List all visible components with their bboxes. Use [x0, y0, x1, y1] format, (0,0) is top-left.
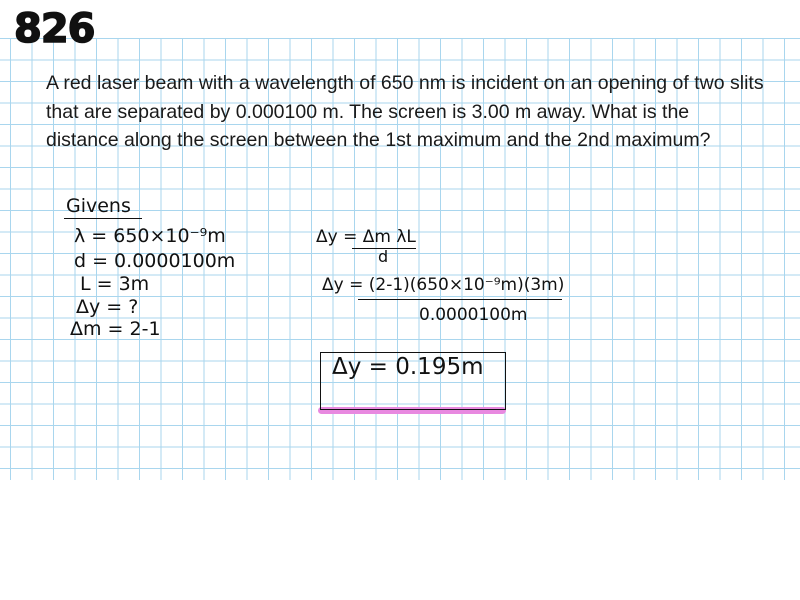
givens-underline — [64, 218, 142, 219]
given-unknown: Δy = ? — [76, 296, 139, 318]
given-slit-separation: d = 0.0000100m — [74, 250, 236, 272]
given-wavelength: λ = 650×10⁻⁹m — [74, 225, 226, 247]
problem-number: 826 — [14, 6, 95, 52]
substitution-fraction-bar — [358, 299, 562, 300]
substitution-numerator: Δy = (2-1)(650×10⁻⁹m)(3m) — [322, 275, 565, 295]
formula-denominator: d — [378, 247, 389, 266]
given-screen-distance: L = 3m — [80, 273, 150, 295]
substitution-denominator: 0.0000100m — [419, 305, 528, 325]
formula-numerator: Δy = Δm λL — [316, 227, 416, 247]
final-answer: Δy = 0.195m — [332, 354, 484, 380]
question-text: A red laser beam with a wavelength of 650 nm is incident on an opening of two slits that are separated by 0.000100 m. The screen is 3.00 m away. What is the distance along the screen between the 1st maximum and the 2nd maximum? — [46, 72, 764, 151]
given-order-difference: Δm = 2-1 — [70, 318, 161, 340]
givens-title: Givens — [66, 195, 131, 217]
